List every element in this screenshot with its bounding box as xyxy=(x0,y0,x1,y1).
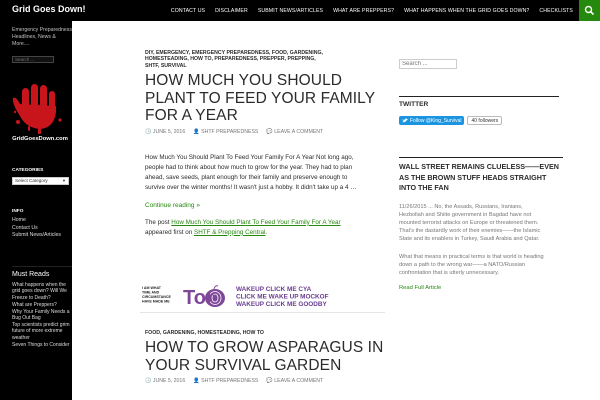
nav-what-are-preppers[interactable]: WHAT ARE PREPPERS? xyxy=(333,8,395,14)
top-header-bar xyxy=(0,0,600,21)
continue-reading-link[interactable]: Continue reading » xyxy=(145,201,200,209)
must-reads-list xyxy=(12,282,72,348)
twitter-follow xyxy=(399,116,559,125)
twitter-follow-button[interactable] xyxy=(399,116,464,125)
ad-left-text: HAVE MADE ME xyxy=(142,299,170,304)
post-author[interactable]: 👤 SHTF PREPAREDNESS xyxy=(193,128,259,135)
post-title[interactable]: HOW MUCH YOU SHOULD PLANT TO FEED YOUR FAMILY FOR A YEAR xyxy=(145,72,375,125)
post-source-suffix: . xyxy=(265,228,268,236)
post-divider xyxy=(140,312,385,313)
nav-grid-goes-down[interactable]: WHAT HAPPENS WHEN THE GRID GOES DOWN? xyxy=(404,8,530,14)
tor-logo-text: Tor xyxy=(183,287,214,309)
twitter-bird-icon xyxy=(402,118,408,123)
nav-contact-us[interactable]: CONTACT US xyxy=(170,8,206,14)
post-date[interactable]: 🕒 JUNE 5, 2016 xyxy=(145,378,186,385)
must-read-link[interactable]: What are Preppers? xyxy=(12,301,57,308)
post-meta xyxy=(145,378,390,384)
ad-line: WAKEUP CLICK ME CYA xyxy=(236,286,312,293)
site-logo[interactable] xyxy=(12,82,67,144)
red-hand-logo-icon xyxy=(12,82,68,136)
tor-ad-banner[interactable] xyxy=(140,283,348,309)
nav-disclaimer[interactable]: DISCLAIMER xyxy=(215,8,248,14)
post-comment-link[interactable]: 💬 LEAVE A COMMENT xyxy=(266,128,324,135)
post-date[interactable]: 🕒 JUNE 5, 2016 xyxy=(145,128,186,135)
tor-ad-graphic xyxy=(140,283,348,309)
ad-left-text: TIME AND xyxy=(142,290,160,295)
ad-line: WAKEUP CLICK ME GOODBY xyxy=(236,301,327,308)
post-comment-link[interactable]: 💬 LEAVE A COMMENT xyxy=(266,378,324,385)
chevron-down-icon: ▼ xyxy=(62,178,66,183)
article-paragraph: What that means in practical terms is that world is heading down a path to the wrong war——a NATO/Russian confrontation that is utterly unnecessary. xyxy=(399,253,544,276)
post-source-line xyxy=(145,218,355,238)
twitter-follower-count: 40 followers xyxy=(467,116,502,125)
post-categories[interactable]: DIY, EMERGENCY, EMERGENCY PREPAREDNESS, FOOD, GARDENING, HOMESTEADING, HOW TO, PREPAREDNESS, PREPPER, PREPPING, SHTF, SURVIVAL xyxy=(145,50,323,69)
article-heading[interactable]: WALL STREET REMAINS CLUELESS——EVEN AS THE BROWN STUFF HEADS STRAIGHT INTO THE FAN xyxy=(399,157,563,194)
left-sidebar xyxy=(0,21,72,400)
post-excerpt: How Much You Should Plant To Feed Your Family For A Year Not long ago, people had to think about how much to grow for the year. They had to plan ahead, save seeds, plant enough for their family and preserve enough to survive over the winter months! It wasn't just a hobby. It didn't take up a 4 … xyxy=(145,153,357,191)
post-source-middle: appeared first on xyxy=(145,228,195,236)
nav-submit-news[interactable]: SUBMIT NEWS/ARTICLES xyxy=(257,8,324,14)
categories-select-value: Select Category xyxy=(15,178,48,183)
categories-select[interactable] xyxy=(12,177,69,185)
info-links xyxy=(12,217,72,240)
post-title[interactable]: HOW TO GROW ASPARAGUS IN YOUR SURVIVAL GARDEN xyxy=(145,339,384,374)
categories-heading: CATEGORIES xyxy=(12,168,44,173)
ad-line: CLICK ME WAKE UP MOCKOF xyxy=(236,293,329,301)
primary-nav xyxy=(166,0,578,21)
sidebar-search-input[interactable] xyxy=(12,56,54,63)
ad-left-text: CIRCUMSTANCE xyxy=(142,295,171,299)
sidebar-link-submit[interactable]: Submit News/Articles xyxy=(12,232,62,239)
search-icon xyxy=(584,5,595,16)
must-read-link[interactable]: Why Your Family Needs a Bug Out Bag xyxy=(12,308,70,321)
must-read-link[interactable]: Seven Things to Consider xyxy=(12,341,70,348)
twitter-heading: TWITTER xyxy=(399,96,559,108)
article-paragraph: 11/26/2015 ... No, the Assads, Russians, Iranians, Hezbollah and Shiite government in Bagdad have not mounted terrorist attacks on Europe or threatened them. That's the dastardly work of their enemies——the Islamic State and its enablers in Turkey, Saudi Arabia and Qatar. xyxy=(399,203,541,243)
logo-text: GridGoesDown.com xyxy=(12,136,68,142)
post-2 xyxy=(145,330,390,384)
post-source-site-link[interactable]: SHTF & Prepping Central xyxy=(194,228,266,236)
read-full-article-link[interactable]: Read Full Article xyxy=(399,285,442,292)
post-author[interactable]: 👤 SHTF PREPAREDNESS xyxy=(193,378,259,385)
must-read-link[interactable]: Top scientists predict grim future of more extreme weather xyxy=(12,322,70,341)
sidebar-link-contact[interactable]: Contact Us xyxy=(12,224,38,231)
site-title[interactable]: Grid Goes Down! xyxy=(12,4,86,14)
must-reads-heading: Must Reads xyxy=(12,266,72,278)
site-tagline: Emergency Preparedness Headlines, News & More.... xyxy=(12,27,72,47)
main-content xyxy=(145,50,390,238)
post-meta xyxy=(145,129,390,135)
twitter-follow-label: Follow @King_Survival xyxy=(410,117,462,124)
nav-checklists[interactable]: CHECKLISTS xyxy=(539,8,573,14)
must-read-link[interactable]: What happens when the grid goes down? Will We Freeze to Death? xyxy=(12,281,67,301)
info-heading: INFO xyxy=(12,209,24,214)
right-sidebar xyxy=(399,52,559,291)
post-source-title-link[interactable]: How Much You Should Plant To Feed Your Family For A Year xyxy=(171,218,341,226)
right-search-input[interactable] xyxy=(399,59,457,69)
search-toggle-button[interactable] xyxy=(579,0,600,21)
post-categories[interactable]: FOOD, GARDENING, HOMESTEADING, HOW TO xyxy=(145,330,264,336)
post-source-prefix: The post xyxy=(145,218,172,226)
ad-left-text: I AM WHAT xyxy=(142,286,161,290)
sidebar-link-home[interactable]: Home xyxy=(12,217,26,223)
